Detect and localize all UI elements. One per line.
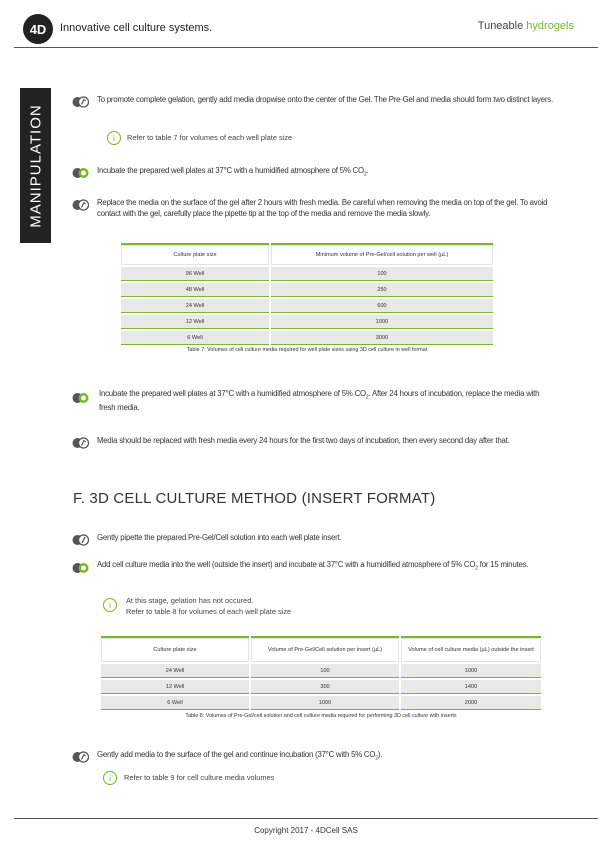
table-8-caption: Table 8: Volumes of Pre-Gel/cell solution and cell culture media required for performing 3D cell culture with inserts: [185, 713, 457, 719]
footer-divider: [14, 818, 598, 819]
table-cell: 100: [251, 664, 399, 678]
header-product-accent: hydrogels: [526, 20, 574, 32]
step-icon-f1: [72, 533, 89, 551]
f-step-3-text-a: Gently add media to the surface of the gel and continue incubation (37°C with 5% CO: [97, 750, 376, 759]
table-cell: 1000: [401, 664, 541, 678]
table-row: [101, 696, 541, 710]
f-step-3-sub: 2: [375, 755, 378, 762]
note-gelation: At this stage, gelation has not occured.: [126, 596, 254, 605]
step-icon-f2: [72, 561, 89, 579]
info-icon: i: [103, 771, 117, 785]
table-7-header: Minimum volume of Pre-Gel/cell solution per well (µL): [271, 243, 493, 265]
table-row: [121, 267, 493, 281]
section-title: F. 3D CELL CULTURE METHOD (INSERT FORMAT): [73, 490, 436, 507]
note-table8: Refer to table 8 for volumes of each well plate size: [126, 607, 292, 616]
table-cell: 600: [271, 299, 493, 313]
table-7-header-row: [121, 243, 493, 265]
f-step-2-text-b: for 15 minutes.: [477, 560, 529, 569]
note-table9: Refer to table 9 for cell culture media volumes: [124, 773, 275, 782]
f-step-1-text: Gently pipette the prepared Pre-Gel/Cell solution into each well plate insert.: [97, 533, 342, 542]
f-step-2-text-a: Add cell culture media into the well (outside the insert) and incubate at 37°C with a humidified atmosphere of 5% CO: [97, 560, 476, 569]
table-cell: 24 Well: [101, 664, 249, 678]
step-7-sub: 2: [365, 394, 369, 401]
table-cell: 24 Well: [121, 299, 269, 313]
step-8-text: Media should be replaced with fresh media every 24 hours for the first two days of incubation, then every second day after that.: [97, 436, 510, 445]
step-7-text: [99, 389, 554, 414]
table-cell: 1400: [401, 680, 541, 694]
step-icon-7: [72, 391, 89, 409]
table-8-header-row: [101, 636, 541, 662]
table-row: [101, 680, 541, 694]
table-row: [121, 331, 493, 345]
header-divider: [14, 47, 598, 48]
table-row: [121, 299, 493, 313]
table-8-header: Culture plate size: [101, 636, 249, 662]
table-cell: 1000: [271, 315, 493, 329]
table-cell: 96 Well: [121, 267, 269, 281]
info-icon: i: [107, 131, 121, 145]
table-8: [99, 634, 543, 712]
f-step-2-text: [97, 560, 552, 574]
f-step-2-sub: 2: [475, 565, 478, 572]
table-cell: 100: [271, 267, 493, 281]
table-cell: 12 Well: [121, 315, 269, 329]
table-cell: 48 Well: [121, 283, 269, 297]
table-cell: 6 Well: [101, 696, 249, 710]
table-7: [119, 241, 495, 347]
table-cell: 1000: [251, 696, 399, 710]
header-product: [478, 20, 574, 32]
step-5-text-b: .: [366, 166, 369, 175]
step-6-text: Replace the media on the surface of the gel after 2 hours with fresh media. Be careful when removing the media on top of the gel. To avoid contact with the gel, carefully place the pipette tip at the top of the media and remove the media slowly.: [97, 198, 548, 218]
table-7-header: Culture plate size: [121, 243, 269, 265]
step-7-text-b: . After 24 hours of incubation, replace the media with fresh media.: [99, 389, 540, 413]
table-cell: 12 Well: [101, 680, 249, 694]
table-cell: 3000: [271, 331, 493, 345]
note-table7: Refer to table 7 for volumes of each well plate size: [127, 133, 293, 142]
table-row: [121, 315, 493, 329]
step-7-text-a: Incubate the prepared well plates at 37°C with a humidified atmosphere of 5% CO: [99, 389, 366, 398]
table-cell: 250: [271, 283, 493, 297]
table-cell: 6 Well: [121, 331, 269, 345]
step-icon-8: [72, 436, 89, 454]
step-icon-4: [72, 95, 89, 113]
step-4-text: To promote complete gelation, gently add media dropwise onto the center of the Gel. The Pre-Gel and media should form two distinct layers.: [97, 95, 553, 104]
step-5-sub: 2: [363, 171, 367, 178]
table-row: [121, 283, 493, 297]
footer-copyright: Copyright 2017 - 4DCell SAS: [254, 826, 358, 835]
table-cell: 300: [251, 680, 399, 694]
table-7-caption: Table 7: Volumes of cell culture media required for well plate sizes using 3D cell culture in well format: [186, 347, 428, 353]
side-tab-label: MANIPULATION: [27, 103, 44, 228]
header-tagline: Innovative cell culture systems.: [60, 22, 213, 34]
section-side-tab: [20, 88, 51, 243]
step-5-text-a: Incubate the prepared well plates at 37°C with a humidified atmosphere of 5% CO: [97, 166, 364, 175]
f-step-3-text: [97, 750, 557, 764]
company-logo: 4D: [23, 14, 53, 44]
step-icon-f3: [72, 750, 89, 768]
step-5-text: [97, 166, 567, 180]
table-8-header: Volume of Pre-Gel/Cell solution per insert (µL): [251, 636, 399, 662]
table-8-header: Volume of cell culture media (µL) outside the insert: [401, 636, 541, 662]
step-icon-6: [72, 198, 89, 216]
header-product-plain: Tuneable: [477, 20, 524, 32]
f-step-3-text-b: ).: [377, 750, 383, 759]
info-icon: i: [103, 598, 117, 612]
table-cell: 2000: [401, 696, 541, 710]
step-icon-5: [72, 166, 89, 184]
table-row: [101, 664, 541, 678]
